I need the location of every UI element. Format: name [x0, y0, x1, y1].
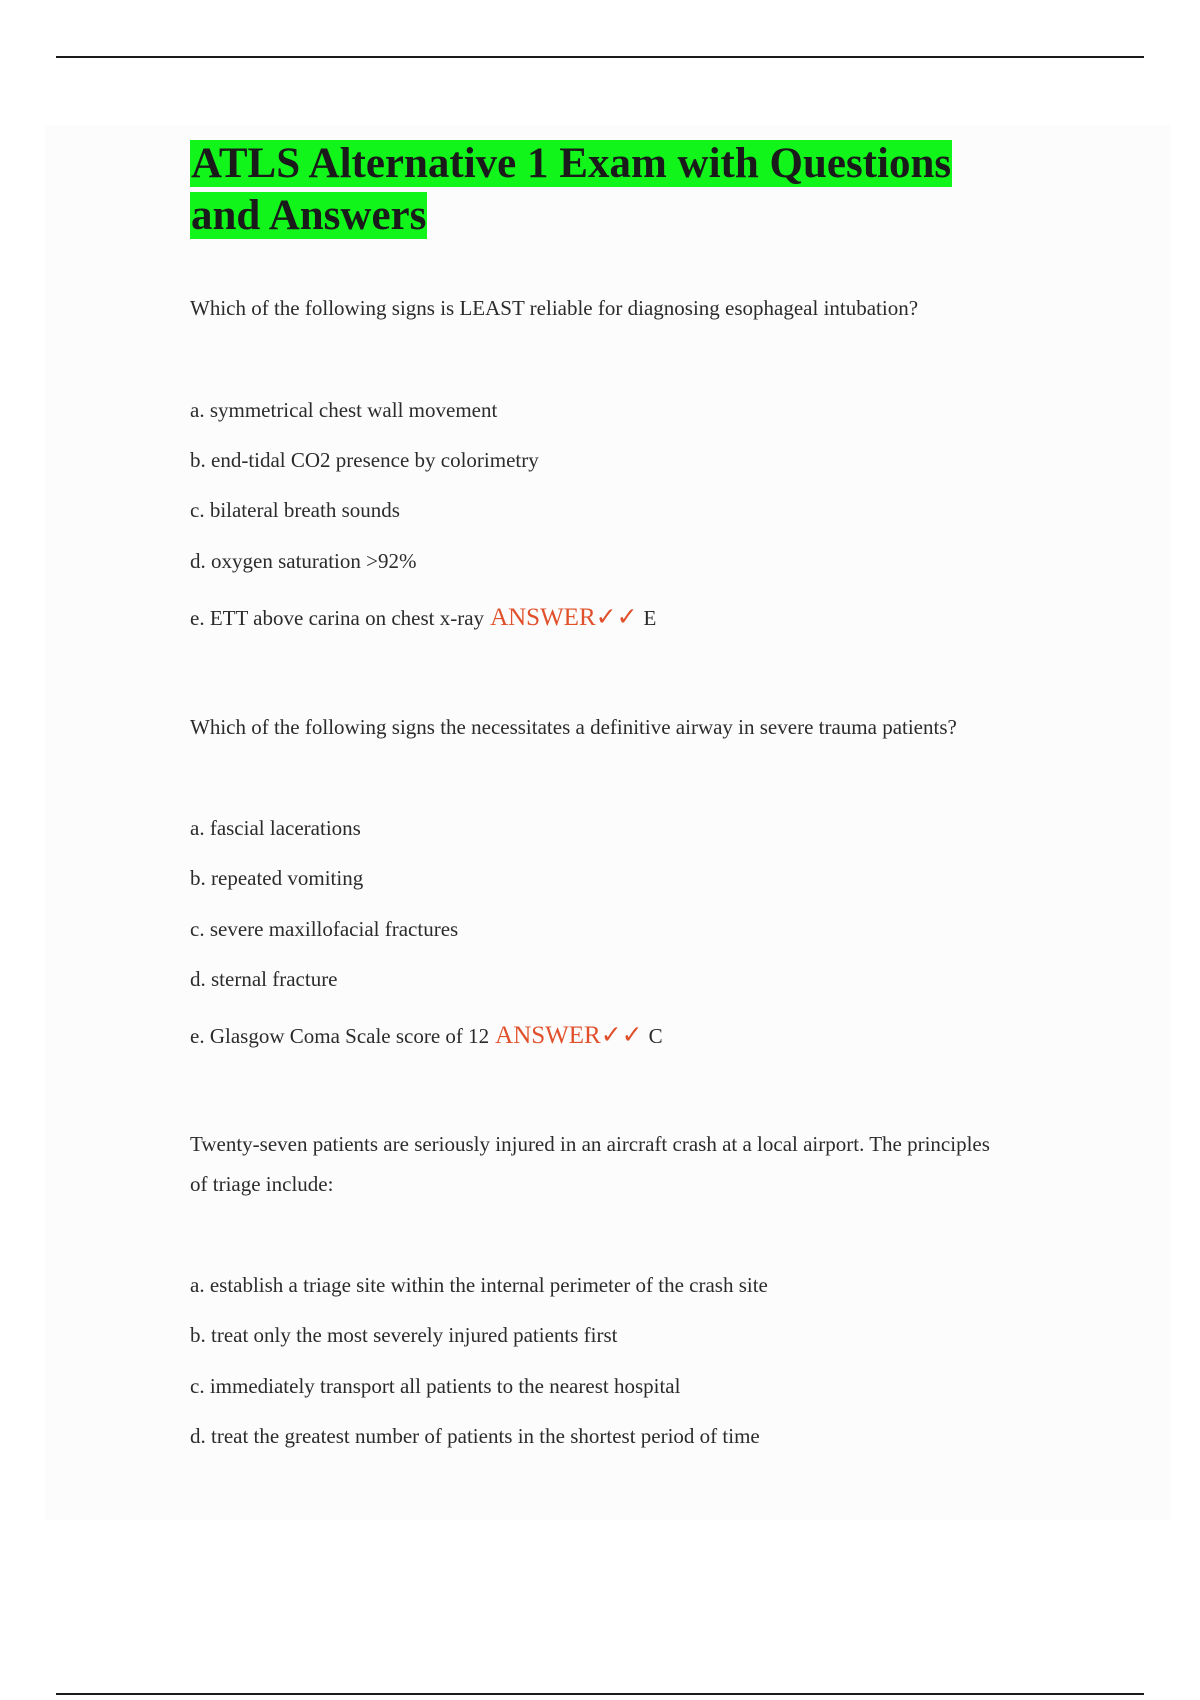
question-2-option-b: b. repeated vomiting — [190, 866, 364, 890]
question-2-option-c: c. severe maxillofacial fractures — [190, 917, 459, 941]
question-2-option-e: e. Glasgow Coma Scale score of 12 — [190, 1024, 490, 1048]
question-1-answer-label: ANSWER✓✓ — [490, 604, 638, 631]
question-1-option-c: c. bilateral breath sounds — [190, 498, 400, 522]
question-2-option-a: a. fascial lacerations — [190, 816, 361, 840]
question-1-option-e-row — [190, 604, 656, 632]
question-1-answer: E — [643, 606, 657, 630]
question-3-option-b: b. treat only the most severely injured patients first — [190, 1323, 618, 1347]
top-rule — [56, 56, 1144, 58]
bottom-rule — [56, 1693, 1144, 1695]
question-2-option-e-row — [190, 1022, 663, 1050]
question-2-answer: C — [648, 1024, 663, 1048]
question-3-option-a: a. establish a triage site within the internal perimeter of the crash site — [190, 1273, 768, 1297]
question-3-option-c: c. immediately transport all patients to the nearest hospital — [190, 1374, 681, 1398]
question-2-option-d: d. sternal fracture — [190, 967, 338, 991]
question-2-text: Which of the following signs the necessitates a definitive airway in severe trauma patients? — [190, 715, 957, 739]
question-1-text: Which of the following signs is LEAST reliable for diagnosing esophageal intubation? — [190, 296, 919, 320]
question-3-text: Twenty-seven patients are seriously injured in an aircraft crash at a local airport. The principles of triage include: — [190, 1132, 990, 1196]
question-1-option-e: e. ETT above carina on chest x-ray — [190, 606, 485, 630]
question-1-option-a: a. symmetrical chest wall movement — [190, 398, 498, 422]
question-3-option-d: d. treat the greatest number of patients in the shortest period of time — [190, 1424, 760, 1448]
question-1-option-d: d. oxygen saturation >92% — [190, 549, 417, 573]
document-title — [190, 138, 1010, 242]
question-1-option-b: b. end-tidal CO2 presence by colorimetry — [190, 448, 539, 472]
question-2-answer-label: ANSWER✓✓ — [495, 1022, 643, 1049]
title-highlight: ATLS Alternative 1 Exam with Questions and Answers — [191, 140, 952, 239]
